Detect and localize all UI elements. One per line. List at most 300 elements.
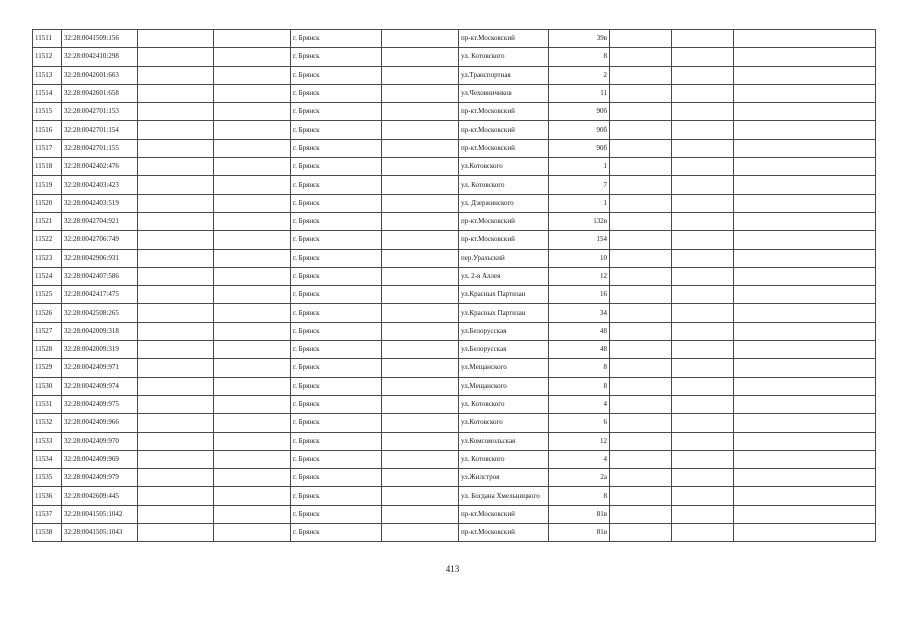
table-row [33,286,876,304]
street: пер.Уральский [459,249,549,267]
empty-cell [382,377,459,395]
empty-cell [214,359,291,377]
empty-cell [734,139,876,157]
empty-cell [610,322,672,340]
empty-cell [382,505,459,523]
city: г. Брянск [291,469,382,487]
empty-cell [734,194,876,212]
empty-cell [214,341,291,359]
empty-cell [610,359,672,377]
street: ул. Котовского [459,48,549,66]
empty-cell [610,139,672,157]
empty-cell [672,469,734,487]
cadastral-number: 32:28:0042409:966 [62,414,138,432]
street: ул.Белорусская [459,341,549,359]
empty-cell [734,66,876,84]
row-number: 11524 [33,267,62,285]
empty-cell [382,414,459,432]
cadastral-number: 32:28:0042706:749 [62,231,138,249]
house-number: 132в [549,212,610,230]
table-row [33,487,876,505]
empty-cell [214,103,291,121]
empty-cell [734,286,876,304]
row-number: 11511 [33,30,62,48]
cadastral-number: 32:28:0042701:155 [62,139,138,157]
empty-cell [734,30,876,48]
empty-cell [138,395,214,413]
cadastral-number: 32:28:0042402:476 [62,158,138,176]
empty-cell [610,414,672,432]
cadastral-number: 32:28:0042701:153 [62,103,138,121]
empty-cell [610,158,672,176]
house-number: 12 [549,267,610,285]
empty-cell [734,103,876,121]
table-row [33,212,876,230]
city: г. Брянск [291,505,382,523]
table-row [33,341,876,359]
empty-cell [610,176,672,194]
empty-cell [214,30,291,48]
row-number: 11527 [33,322,62,340]
street: ул.Котовского [459,158,549,176]
empty-cell [734,395,876,413]
page-number: 413 [445,564,460,574]
empty-cell [214,322,291,340]
house-number: 11 [549,84,610,102]
house-number: 8 [549,359,610,377]
street: пр-кт.Московский [459,30,549,48]
city: г. Брянск [291,377,382,395]
empty-cell [138,524,214,542]
empty-cell [138,414,214,432]
table-row [33,121,876,139]
empty-cell [672,212,734,230]
empty-cell [672,414,734,432]
cadastral-number: 32:28:0041509:156 [62,30,138,48]
city: г. Брянск [291,66,382,84]
empty-cell [672,450,734,468]
empty-cell [734,524,876,542]
row-number: 11518 [33,158,62,176]
empty-cell [138,30,214,48]
city: г. Брянск [291,341,382,359]
street: ул. Богдана Хмельницкого [459,487,549,505]
table-row [33,231,876,249]
empty-cell [672,176,734,194]
table-row [33,84,876,102]
cadastral-number: 32:28:0042409:969 [62,450,138,468]
house-number: 2а [549,469,610,487]
empty-cell [672,121,734,139]
empty-cell [138,66,214,84]
empty-cell [672,395,734,413]
house-number: 6 [549,414,610,432]
street: пр-кт.Московский [459,231,549,249]
empty-cell [138,377,214,395]
empty-cell [734,341,876,359]
empty-cell [610,30,672,48]
empty-cell [610,487,672,505]
empty-cell [214,304,291,322]
city: г. Брянск [291,432,382,450]
row-number: 11517 [33,139,62,157]
empty-cell [672,505,734,523]
empty-cell [672,322,734,340]
empty-cell [382,487,459,505]
empty-cell [214,377,291,395]
street: ул. Котовского [459,395,549,413]
empty-cell [382,450,459,468]
empty-cell [382,66,459,84]
city: г. Брянск [291,450,382,468]
table-row [33,48,876,66]
city: г. Брянск [291,48,382,66]
empty-cell [214,286,291,304]
empty-cell [138,103,214,121]
street: ул.Мещанского [459,377,549,395]
street: пр-кт.Московский [459,139,549,157]
table-row [33,524,876,542]
empty-cell [214,505,291,523]
street: ул.Жилстроя [459,469,549,487]
street: ул.Мещанского [459,359,549,377]
empty-cell [214,121,291,139]
empty-cell [214,469,291,487]
cadastral-number: 32:28:0042601:663 [62,66,138,84]
empty-cell [382,139,459,157]
empty-cell [214,158,291,176]
street: ул. 2-я Аллея [459,267,549,285]
empty-cell [672,432,734,450]
table-row [33,267,876,285]
city: г. Брянск [291,30,382,48]
empty-cell [138,487,214,505]
empty-cell [138,267,214,285]
street: пр-кт.Московский [459,121,549,139]
city: г. Брянск [291,414,382,432]
city: г. Брянск [291,322,382,340]
cadastral-number: 32:28:0042407:586 [62,267,138,285]
row-number: 11526 [33,304,62,322]
empty-cell [610,66,672,84]
empty-cell [610,267,672,285]
city: г. Брянск [291,304,382,322]
house-number: 16 [549,286,610,304]
empty-cell [382,103,459,121]
city: г. Брянск [291,212,382,230]
empty-cell [734,176,876,194]
empty-cell [610,395,672,413]
city: г. Брянск [291,249,382,267]
house-number: 39в [549,30,610,48]
empty-cell [672,66,734,84]
row-number: 11521 [33,212,62,230]
empty-cell [672,84,734,102]
row-number: 11534 [33,450,62,468]
empty-cell [214,267,291,285]
empty-cell [672,304,734,322]
empty-cell [672,158,734,176]
empty-cell [138,505,214,523]
cadastral-number: 32:28:0041505:1042 [62,505,138,523]
empty-cell [382,249,459,267]
house-number: 7 [549,176,610,194]
city: г. Брянск [291,121,382,139]
empty-cell [734,212,876,230]
row-number: 11515 [33,103,62,121]
empty-cell [672,103,734,121]
city: г. Брянск [291,231,382,249]
street: пр-кт.Московский [459,524,549,542]
row-number: 11514 [33,84,62,102]
house-number: 8 [549,48,610,66]
city: г. Брянск [291,158,382,176]
table-row [33,158,876,176]
empty-cell [734,249,876,267]
row-number: 11512 [33,48,62,66]
street: ул.Транспортная [459,66,549,84]
empty-cell [382,48,459,66]
street: пр-кт.Московский [459,212,549,230]
registry-table [32,29,876,542]
table-row [33,377,876,395]
empty-cell [138,304,214,322]
cadastral-number: 32:28:0042701:154 [62,121,138,139]
empty-cell [382,286,459,304]
empty-cell [610,121,672,139]
empty-cell [214,414,291,432]
empty-cell [610,194,672,212]
empty-cell [610,524,672,542]
cadastral-number: 32:28:0042009:318 [62,322,138,340]
empty-cell [382,176,459,194]
house-number: 48 [549,341,610,359]
city: г. Брянск [291,267,382,285]
empty-cell [138,158,214,176]
table-body [33,30,876,542]
empty-cell [214,450,291,468]
cadastral-number: 32:28:0042409:970 [62,432,138,450]
house-number: 8 [549,377,610,395]
empty-cell [214,395,291,413]
empty-cell [138,341,214,359]
empty-cell [672,286,734,304]
empty-cell [734,304,876,322]
cadastral-number: 32:28:0042009:319 [62,341,138,359]
street: ул.Чеховничиков [459,84,549,102]
empty-cell [610,103,672,121]
empty-cell [382,469,459,487]
cadastral-number: 32:28:0042409:971 [62,359,138,377]
empty-cell [138,121,214,139]
empty-cell [672,267,734,285]
empty-cell [610,450,672,468]
empty-cell [382,359,459,377]
empty-cell [138,139,214,157]
empty-cell [734,121,876,139]
house-number: 4 [549,450,610,468]
empty-cell [382,158,459,176]
table-row [33,176,876,194]
street: ул.Котовского [459,414,549,432]
street: ул. Котовского [459,450,549,468]
table-row [33,505,876,523]
street: ул.Белорусская [459,322,549,340]
row-number: 11530 [33,377,62,395]
empty-cell [610,231,672,249]
empty-cell [734,267,876,285]
city: г. Брянск [291,359,382,377]
street: ул.Красных Партизан [459,304,549,322]
empty-cell [138,48,214,66]
table-row [33,450,876,468]
empty-cell [382,30,459,48]
empty-cell [672,194,734,212]
empty-cell [138,432,214,450]
empty-cell [382,212,459,230]
empty-cell [382,194,459,212]
empty-cell [382,322,459,340]
city: г. Брянск [291,286,382,304]
empty-cell [214,432,291,450]
empty-cell [214,84,291,102]
empty-cell [214,66,291,84]
house-number: 10 [549,249,610,267]
empty-cell [610,48,672,66]
row-number: 11536 [33,487,62,505]
row-number: 11538 [33,524,62,542]
empty-cell [734,158,876,176]
empty-cell [382,524,459,542]
city: г. Брянск [291,194,382,212]
row-number: 11529 [33,359,62,377]
city: г. Брянск [291,139,382,157]
row-number: 11528 [33,341,62,359]
house-number: 90б [549,139,610,157]
city: г. Брянск [291,487,382,505]
house-number: 34 [549,304,610,322]
cadastral-number: 32:28:0042403:519 [62,194,138,212]
empty-cell [672,30,734,48]
empty-cell [672,139,734,157]
house-number: 154 [549,231,610,249]
row-number: 11533 [33,432,62,450]
empty-cell [382,121,459,139]
empty-cell [610,469,672,487]
table-row [33,194,876,212]
row-number: 11532 [33,414,62,432]
table-row [33,322,876,340]
empty-cell [734,359,876,377]
empty-cell [734,84,876,102]
table-row [33,432,876,450]
empty-cell [672,231,734,249]
cadastral-number: 32:28:0042417:475 [62,286,138,304]
empty-cell [734,414,876,432]
house-number: 4 [549,395,610,413]
empty-cell [382,304,459,322]
cadastral-number: 32:28:0042906:931 [62,249,138,267]
empty-cell [672,524,734,542]
table-row [33,469,876,487]
empty-cell [672,487,734,505]
table-row [33,359,876,377]
house-number: 90б [549,103,610,121]
house-number: 48 [549,322,610,340]
row-number: 11522 [33,231,62,249]
table-row [33,139,876,157]
empty-cell [138,450,214,468]
empty-cell [138,194,214,212]
empty-cell [672,249,734,267]
empty-cell [214,231,291,249]
empty-cell [610,377,672,395]
row-number: 11525 [33,286,62,304]
cadastral-number: 32:28:0042403:423 [62,176,138,194]
empty-cell [138,322,214,340]
city: г. Брянск [291,524,382,542]
empty-cell [382,432,459,450]
city: г. Брянск [291,84,382,102]
empty-cell [214,524,291,542]
table-row [33,103,876,121]
empty-cell [214,487,291,505]
cadastral-number: 32:28:0042409:979 [62,469,138,487]
empty-cell [610,505,672,523]
empty-cell [734,432,876,450]
row-number: 11523 [33,249,62,267]
house-number: 81в [549,524,610,542]
empty-cell [672,359,734,377]
empty-cell [610,212,672,230]
city: г. Брянск [291,103,382,121]
empty-cell [672,341,734,359]
street: пр-кт.Московский [459,505,549,523]
street: пр-кт.Московский [459,103,549,121]
house-number: 1 [549,194,610,212]
empty-cell [610,341,672,359]
empty-cell [382,267,459,285]
table-row [33,30,876,48]
empty-cell [382,84,459,102]
empty-cell [214,212,291,230]
cadastral-number: 32:28:0042410:298 [62,48,138,66]
row-number: 11520 [33,194,62,212]
empty-cell [214,48,291,66]
empty-cell [138,231,214,249]
cadastral-number: 32:28:0042409:974 [62,377,138,395]
street: ул.Красных Партизан [459,286,549,304]
empty-cell [214,249,291,267]
empty-cell [734,450,876,468]
empty-cell [214,176,291,194]
table-row [33,66,876,84]
empty-cell [138,469,214,487]
house-number: 1 [549,158,610,176]
house-number: 90б [549,121,610,139]
row-number: 11519 [33,176,62,194]
empty-cell [672,377,734,395]
table-row [33,249,876,267]
empty-cell [214,139,291,157]
empty-cell [138,84,214,102]
city: г. Брянск [291,395,382,413]
cadastral-number: 32:28:0042601:658 [62,84,138,102]
empty-cell [734,377,876,395]
table-row [33,304,876,322]
street: ул.Комсомольская [459,432,549,450]
empty-cell [214,194,291,212]
